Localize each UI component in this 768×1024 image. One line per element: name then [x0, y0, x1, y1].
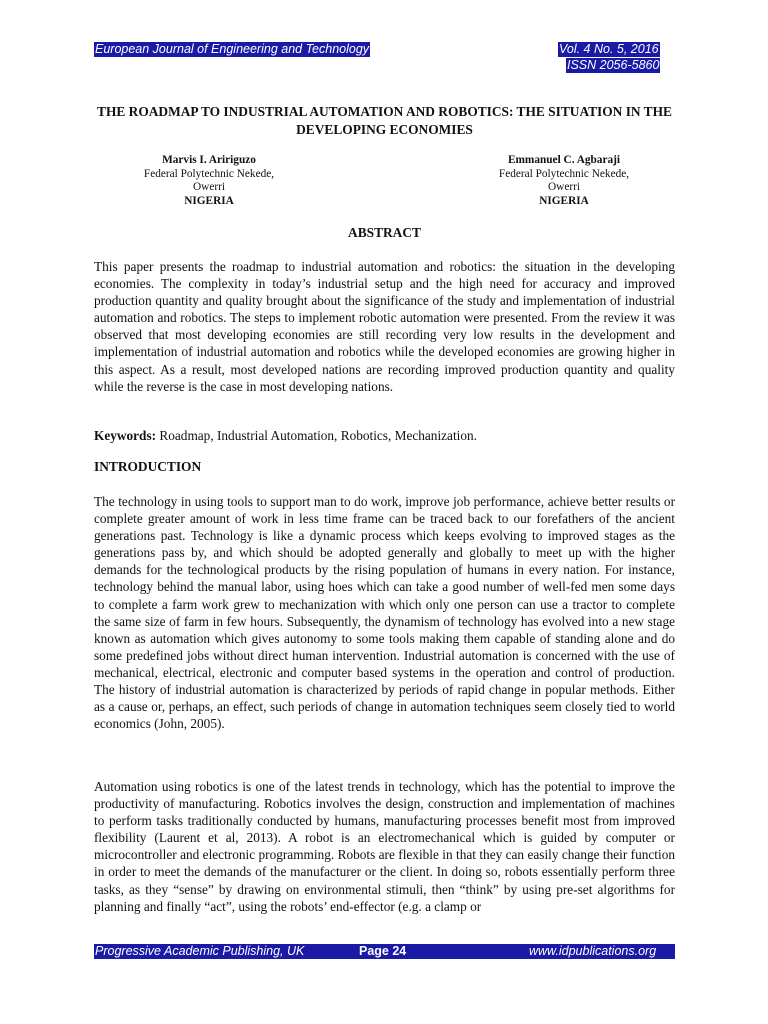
- author-affiliation: Federal Polytechnic Nekede,: [498, 167, 630, 180]
- author-name: Emmanuel C. Agbaraji: [507, 154, 621, 166]
- footer-page-number: Page 24: [359, 944, 407, 958]
- footer-publisher: Progressive Academic Publishing, UK: [95, 944, 305, 958]
- body-paragraph-2: Automation using robotics is one of the latest trends in technology, which has the potential to improve the productivity of manufacturing. Robotics involves the design, construction and implementation of machines to perform tasks traditionally conducted by humans, manufacturing processes benefit most from improved flexibility (Laurent et al, 2013). A robot is an electromechanical which is guided by computer or microcontroller and electronic programming. Robots are flexible in that they can easily change their function in order to meet the demands of the manufacturer or the client. In doing so, robots essentially perform three tasks, as they “sense” by drawing on environmental stimuli, then “think” by using pre-set algorithms for planning and finally “act”, using the robots’ end-effector (e.g. a clamp or: [94, 779, 675, 914]
- abstract-text: This paper presents the roadmap to industrial automation and robotics: the situation in the developing economies. The complexity in today’s industrial setup and the high need for accuracy and improved production quantity and quality brought about the significance of the study and implementation of industrial automation and robotics. The steps to implement robotic automation were presented. From the review it was observed that most developing economies are still recording very low results in the development and implementation of industrial automation and robotics while the developed economies are growing higher in this aspect. As a result, most developed nations are recording improved production quantity and quality while the reverse is the case in most developing nations.: [94, 259, 675, 394]
- author-affiliation: Federal Polytechnic Nekede,: [143, 167, 275, 180]
- abstract-heading: ABSTRACT: [348, 225, 421, 240]
- author-name: Marvis I. Aririguzo: [162, 154, 256, 166]
- author-block-1: [94, 154, 324, 208]
- author-country: NIGERIA: [184, 194, 234, 207]
- author-city: Owerri: [548, 181, 580, 194]
- volume-info: Vol. 4 No. 5, 2016: [559, 42, 659, 56]
- introduction-heading: INTRODUCTION: [94, 459, 202, 474]
- keywords-text: Roadmap, Industrial Automation, Robotics, Mechanization.: [159, 428, 477, 443]
- author-city: Owerri: [193, 181, 225, 194]
- body-paragraph-1: The technology in using tools to support man to do work, improve job performance, achieve better results or complete greater amount of work in less time frame can be traced back to our forefathers of the ancient generations past. Technology is like a dynamic process which keeps evolving to improved stages as the generations pass by, and which should be adopted generally and globally to meet up with the higher demands for the technological products by the rising population of humans in every nation. For instance, technology behind the manual labor, using hoes which can take a good number of well-fed men some days to complete a farm work grew to mechanization with which only one person can use a tractor to complete the same size of farm in few hours. Subsequently, the dynamism of technology has evolved into a new stage known as automation which gives autonomy to some tools making them capable of standing alone and do some predefined jobs without direct human intervention. Industrial automation is concerned with the use of mechanical, electrical, electronic and computer based systems in the operation and control of production. The history of industrial automation is characterized by periods of rapid change in popular methods. Either as a cause or, perhaps, an effect, such periods of change in automation techniques seem closely tied to world economics (John, 2005).: [94, 494, 675, 732]
- keywords-label: Keywords:: [94, 428, 157, 443]
- footer-website[interactable]: www.idpublications.org: [529, 944, 657, 958]
- issn: ISSN 2056-5860: [567, 58, 660, 72]
- keywords-line: [94, 427, 675, 444]
- journal-name: European Journal of Engineering and Technology: [95, 42, 370, 56]
- author-country: NIGERIA: [539, 194, 589, 207]
- paper-title: THE ROADMAP TO INDUSTRIAL AUTOMATION AND ROBOTICS: THE SITUATION IN THE DEVELOPING ECONOMIES: [97, 104, 672, 137]
- author-block-2: [449, 154, 679, 208]
